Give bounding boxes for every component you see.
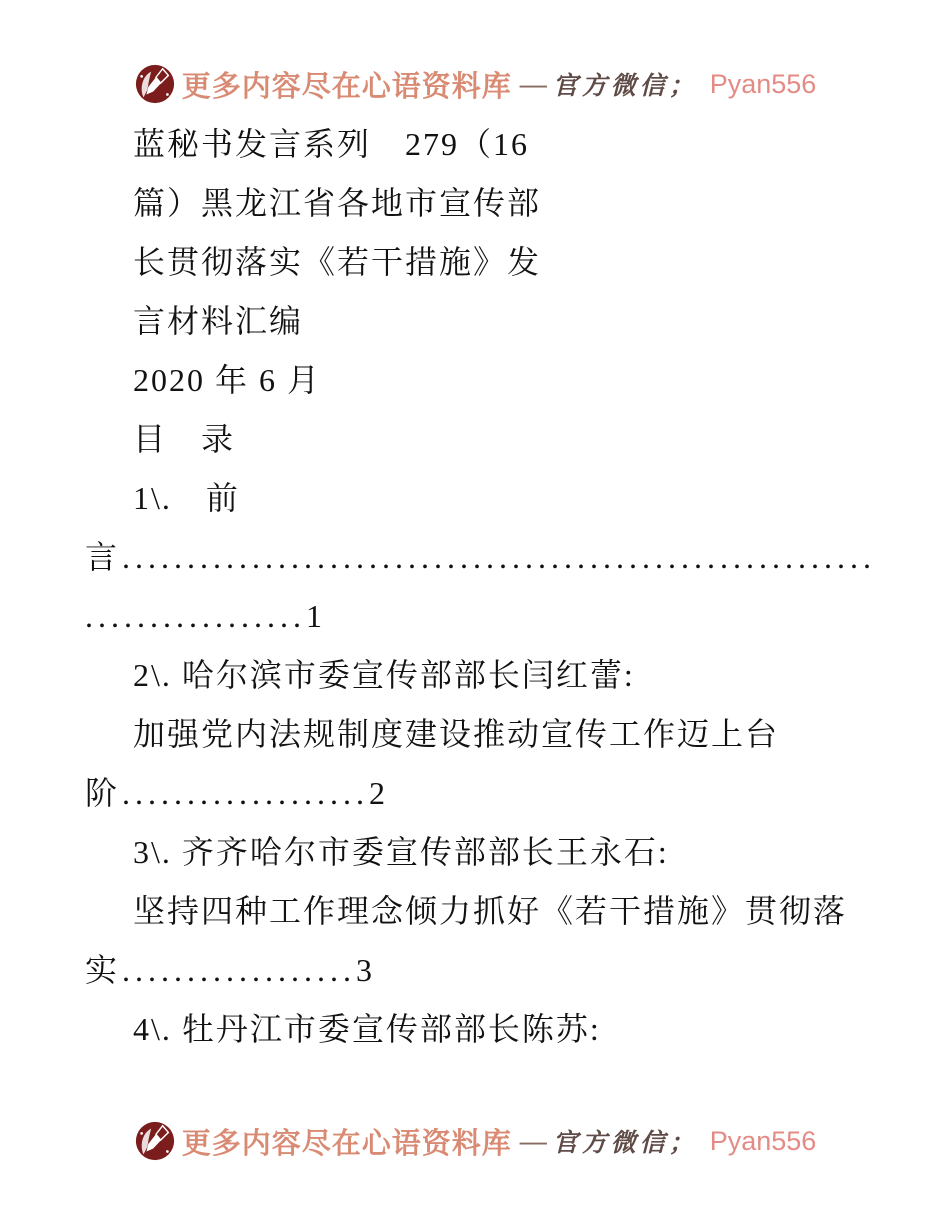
watermark-account-id: Pyan556 (709, 1125, 817, 1156)
toc-entry-4: 4\. 牡丹江市委宣传部部长陈苏: (133, 1011, 601, 1047)
toc-entry-3: 3\. 齐齐哈尔市委宣传部部长王永石: (133, 834, 669, 870)
title-line-4: 言材料汇编 (133, 303, 304, 339)
pen-seal-logo-icon (134, 63, 176, 105)
pen-seal-logo-icon (134, 1120, 176, 1162)
toc-entry-1: 1\. 前 (133, 480, 240, 516)
toc-entry-2-cont: 加强党内法规制度建设推动宣传工作迈上台 (133, 716, 780, 752)
toc-entry-1-leader: 言.......................................................... (85, 539, 877, 575)
watermark-main-text: 更多内容尽在心语资料库 (181, 70, 512, 103)
watermark-dash: — (519, 1125, 547, 1156)
toc-entry-2: 2\. 哈尔滨市委宣传部部长闫红蕾: (133, 657, 635, 693)
footer-watermark (0, 1120, 950, 1162)
toc-entry-1-page: .................1 (85, 598, 327, 634)
watermark-label: 官方微信； (552, 73, 698, 100)
toc-entry-3-cont: 坚持四种工作理念倾力抓好《若干措施》贯彻落 (133, 893, 848, 929)
toc-entry-2-page: 阶...................2 (85, 775, 391, 811)
watermark-main-text: 更多内容尽在心语资料库 (181, 1127, 512, 1160)
watermark-label: 官方微信； (552, 1130, 698, 1157)
document-text-body (0, 115, 950, 1059)
header-watermark (0, 63, 950, 105)
watermark-dash: — (519, 68, 547, 99)
title-line-2: 篇）黑龙江省各地市宣传部 (133, 185, 542, 221)
title-line-1: 蓝秘书发言系列 279（16 (133, 126, 530, 162)
date-line: 2020 年 6 月 (133, 362, 322, 398)
title-line-3: 长贯彻落实《若干措施》发 (133, 244, 542, 280)
toc-entry-3-page: 实..................3 (85, 952, 378, 988)
watermark-account-id: Pyan556 (709, 68, 817, 99)
toc-heading: 目 录 (133, 421, 236, 457)
